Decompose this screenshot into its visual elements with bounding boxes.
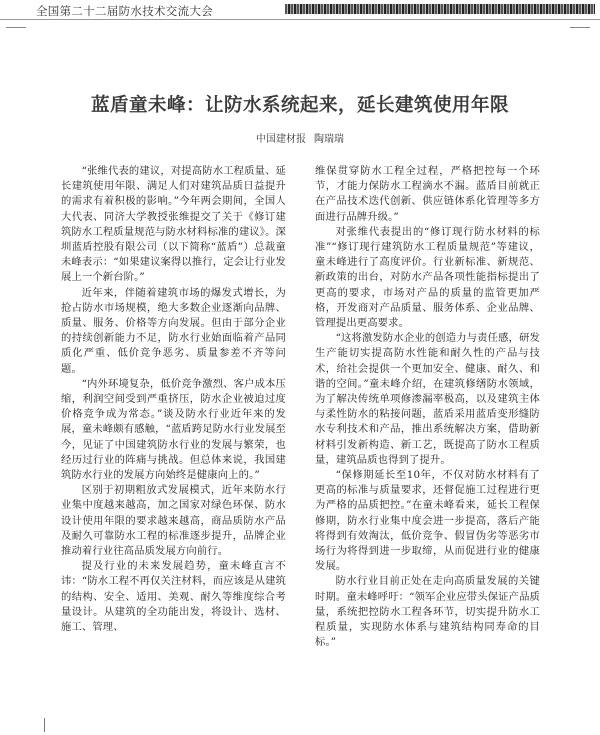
header-rule [0, 19, 600, 20]
paragraph-continued: 提及行业的未来发展趋势，童未峰直言不讳：“防水工程不再仅关注材料，而应该是从建筑的结构、安全、适用、美观、耐久等维度综合考量设计。从建筑的全功能出发，将设计、选材、施工、管理、 [61, 560, 286, 634]
paragraph: 防水行业目前正处在走向高质量发展的关键时期。童未峰呼吁：“领军企业应带头保证产品质量，系统把控防水工程各环节，切实提升防水工程质量，实现防水体系与建筑结构同寿命的目标。” [315, 575, 540, 649]
paragraph: “这将激发防水企业的创造力与责任感，研发生产能切实提高防水性能和耐久性的产品与技术，给社会提供一个更加安全、健康、耐久、和谐的空间。”童未峰介绍，在建筑修缮防水领域，为了解决传统单项修渗漏率极高，以及建筑主体与柔性防水的粘接问题，蓝盾采用蓝盾变形缝防水专利技术和产品，推出系统解决方案，借助新材料引发新构造、新工艺，既提高了防水工程质量，建筑品质也得到了提升。 [315, 332, 540, 466]
article-author: 陶瑞瑞 [314, 134, 344, 145]
running-header [0, 0, 600, 20]
header-decoration [285, 4, 595, 14]
article-byline [0, 130, 600, 145]
right-column [315, 164, 540, 651]
header-dash-right [570, 27, 590, 28]
paragraph: 区别于初期粗放式发展模式，近年来防水行业集中度越来越高，加之国家对绿色环保、防水设计使用年限的要求越来越高，商品质防水产品及耐久可靠防水工程的标准逐步提升，品牌企业推动着行业往高品质发展方向前行。 [61, 484, 286, 558]
header-dash-left [6, 27, 26, 28]
paragraph-continuation: 维保贯穿防水工程全过程，严格把控每一个环节，才能力保防水工程滴水不漏。蓝盾目前就正在产品技术迭代创新、供应链体系化管理等多方面进行品牌升级。” [315, 165, 540, 223]
left-column [61, 164, 286, 635]
paragraph: “张维代表的建议，对提高防水工程质量、延长建筑使用年限、满足人们对建筑品质日益提升的需求有着积极的影响。”今年两会期间，全国人大代表、同济大学教授张维提交了关于《修订建筑防水工程质量规范与防水材料标准的建议》。深圳蓝盾控股有限公司（以下简称“蓝盾”）总裁童未峰表示：“如果建议案得以推行，定会让行业发展上一个新台阶。” [61, 165, 286, 284]
article-title: 蓝盾童未峰：让防水系统起来，延长建筑使用年限 [90, 95, 509, 116]
journal-title: 全国第二十二届防水技术交流大会 [36, 4, 213, 18]
paragraph: “内外环境复杂，低价竞争激烈、客户成本压缩，利润空间受到严重挤压，防水企业被迫过度价格竞争成为常态。”谈及防水行业近年来的发展，童未峰颇有感触，“蓝盾跨足防水行业发展至今，见证了中国建筑防水行业的发展与繁荣，也经历过行业的阵痛与挑战。但总体来说，我国建筑防水行业的发展方向始终是健康向上的。” [61, 377, 286, 482]
paragraph: 对张维代表提出的“修订现行防水材料的标准”“修订现行建筑防水工程质量规范”等建议，童未峰进行了高度评价。行业新标准、新规范、新政策的出台，对防水产品各项性能指标提出了更高的要求，市场对产品的质量的监管更加严格，开发商对产品质量、服务体系、企业品牌、管理提出更高要求。 [315, 225, 540, 330]
article-source: 中国建材报 [256, 134, 306, 145]
paragraph: “保修期延长至10年，不仅对防水材料有了更高的标准与质量要求，还督促施工过程进行更为严格的品质把控。”在童未峰看来，延长工程保修期，防水行业集中度会进一步提高，落后产能将得到有效淘汰，低价竞争、假冒伪劣等恶劣市场行为将得到进一步取缔，从而促进行业的健康发展。 [315, 469, 540, 573]
margin-mark [44, 718, 45, 732]
paragraph: 近年来，伴随着建筑市场的爆发式增长，为抢占防水市场规模，绝大多数企业逐渐向品牌、质量、服务、价格等方向发展。但由于部分企业的持续创新能力不足，防水行业始面临着产品同质化严重、低价竞争恶劣、质量参差不齐等问题。 [61, 286, 286, 375]
